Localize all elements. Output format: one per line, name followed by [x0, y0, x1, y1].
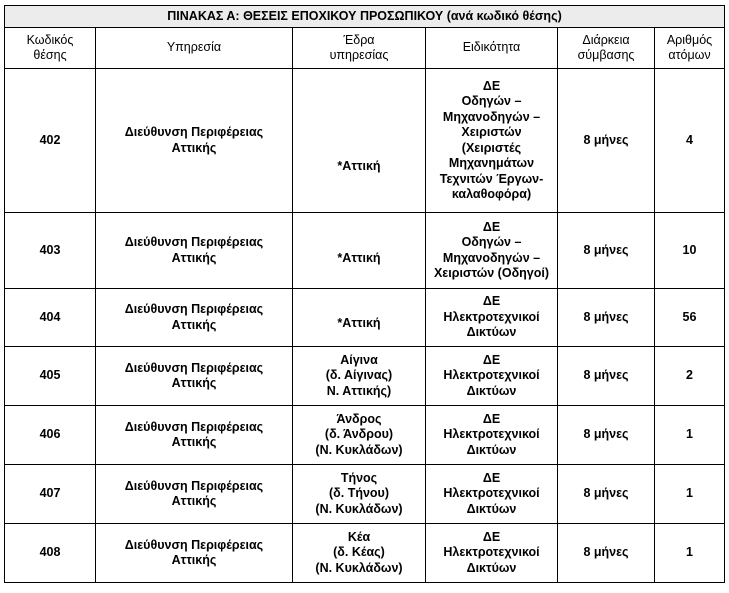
cell-count: 56 [655, 289, 725, 347]
table-row [5, 524, 725, 583]
cell-code: 402 [5, 69, 96, 213]
cell-code: 405 [5, 347, 96, 406]
cell-seat: *Αττική [293, 213, 426, 289]
cell-specialty: ΔΕ Οδηγών – Μηχανοδηγών – Χειριστών (Οδηγοί) [426, 213, 558, 289]
header-specialty: Ειδικότητα [426, 28, 558, 69]
header-row [5, 28, 725, 69]
cell-service: Διεύθυνση Περιφέρειας Αττικής [96, 289, 293, 347]
cell-specialty: ΔΕ Ηλεκτροτεχνικοί Δικτύων [426, 347, 558, 406]
positions-table [4, 5, 725, 583]
cell-count: 1 [655, 406, 725, 465]
cell-specialty: ΔΕ Ηλεκτροτεχνικοί Δικτύων [426, 524, 558, 583]
cell-service: Διεύθυνση Περιφέρειας Αττικής [96, 347, 293, 406]
table-title: ΠΙΝΑΚΑΣ Α: ΘΕΣΕΙΣ ΕΠΟΧΙΚΟΥ ΠΡΟΣΩΠΙΚΟΥ (ανά κωδικό θέσης) [5, 6, 725, 28]
cell-count: 1 [655, 465, 725, 524]
header-count: Αριθμός ατόμων [655, 28, 725, 69]
table-row [5, 465, 725, 524]
table-row [5, 69, 725, 213]
cell-specialty: ΔΕ Ηλεκτροτεχνικοί Δικτύων [426, 465, 558, 524]
cell-seat: Άνδρος (δ. Άνδρου) (Ν. Κυκλάδων) [293, 406, 426, 465]
cell-duration: 8 μήνες [558, 465, 655, 524]
cell-duration: 8 μήνες [558, 524, 655, 583]
cell-seat: Κέα (δ. Κέας) (Ν. Κυκλάδων) [293, 524, 426, 583]
cell-service: Διεύθυνση Περιφέρειας Αττικής [96, 465, 293, 524]
table-row [5, 289, 725, 347]
cell-service: Διεύθυνση Περιφέρειας Αττικής [96, 406, 293, 465]
cell-code: 406 [5, 406, 96, 465]
header-seat: Έδρα υπηρεσίας [293, 28, 426, 69]
cell-count: 10 [655, 213, 725, 289]
cell-duration: 8 μήνες [558, 406, 655, 465]
cell-code: 408 [5, 524, 96, 583]
header-code: Κωδικός θέσης [5, 28, 96, 69]
cell-service: Διεύθυνση Περιφέρειας Αττικής [96, 524, 293, 583]
cell-count: 4 [655, 69, 725, 213]
cell-code: 404 [5, 289, 96, 347]
table-row [5, 213, 725, 289]
cell-duration: 8 μήνες [558, 213, 655, 289]
cell-duration: 8 μήνες [558, 347, 655, 406]
cell-seat: *Αττική [293, 69, 426, 213]
cell-duration: 8 μήνες [558, 289, 655, 347]
cell-count: 2 [655, 347, 725, 406]
table-row [5, 406, 725, 465]
cell-seat: *Αττική [293, 289, 426, 347]
table-title-row [5, 6, 725, 28]
cell-code: 407 [5, 465, 96, 524]
cell-code: 403 [5, 213, 96, 289]
table-row [5, 347, 725, 406]
cell-specialty: ΔΕ Ηλεκτροτεχνικοί Δικτύων [426, 406, 558, 465]
cell-seat: Τήνος (δ. Τήνου) (Ν. Κυκλάδων) [293, 465, 426, 524]
header-duration: Διάρκεια σύμβασης [558, 28, 655, 69]
cell-specialty: ΔΕ Οδηγών – Μηχανοδηγών – Χειριστών (Χειριστές Μηχανημάτων Τεχνιτών Έργων- καλαθοφόρα) [426, 69, 558, 213]
header-service: Υπηρεσία [96, 28, 293, 69]
cell-service: Διεύθυνση Περιφέρειας Αττικής [96, 69, 293, 213]
cell-count: 1 [655, 524, 725, 583]
cell-specialty: ΔΕ Ηλεκτροτεχνικοί Δικτύων [426, 289, 558, 347]
cell-service: Διεύθυνση Περιφέρειας Αττικής [96, 213, 293, 289]
cell-seat: Αίγινα (δ. Αίγινας) Ν. Αττικής) [293, 347, 426, 406]
cell-duration: 8 μήνες [558, 69, 655, 213]
